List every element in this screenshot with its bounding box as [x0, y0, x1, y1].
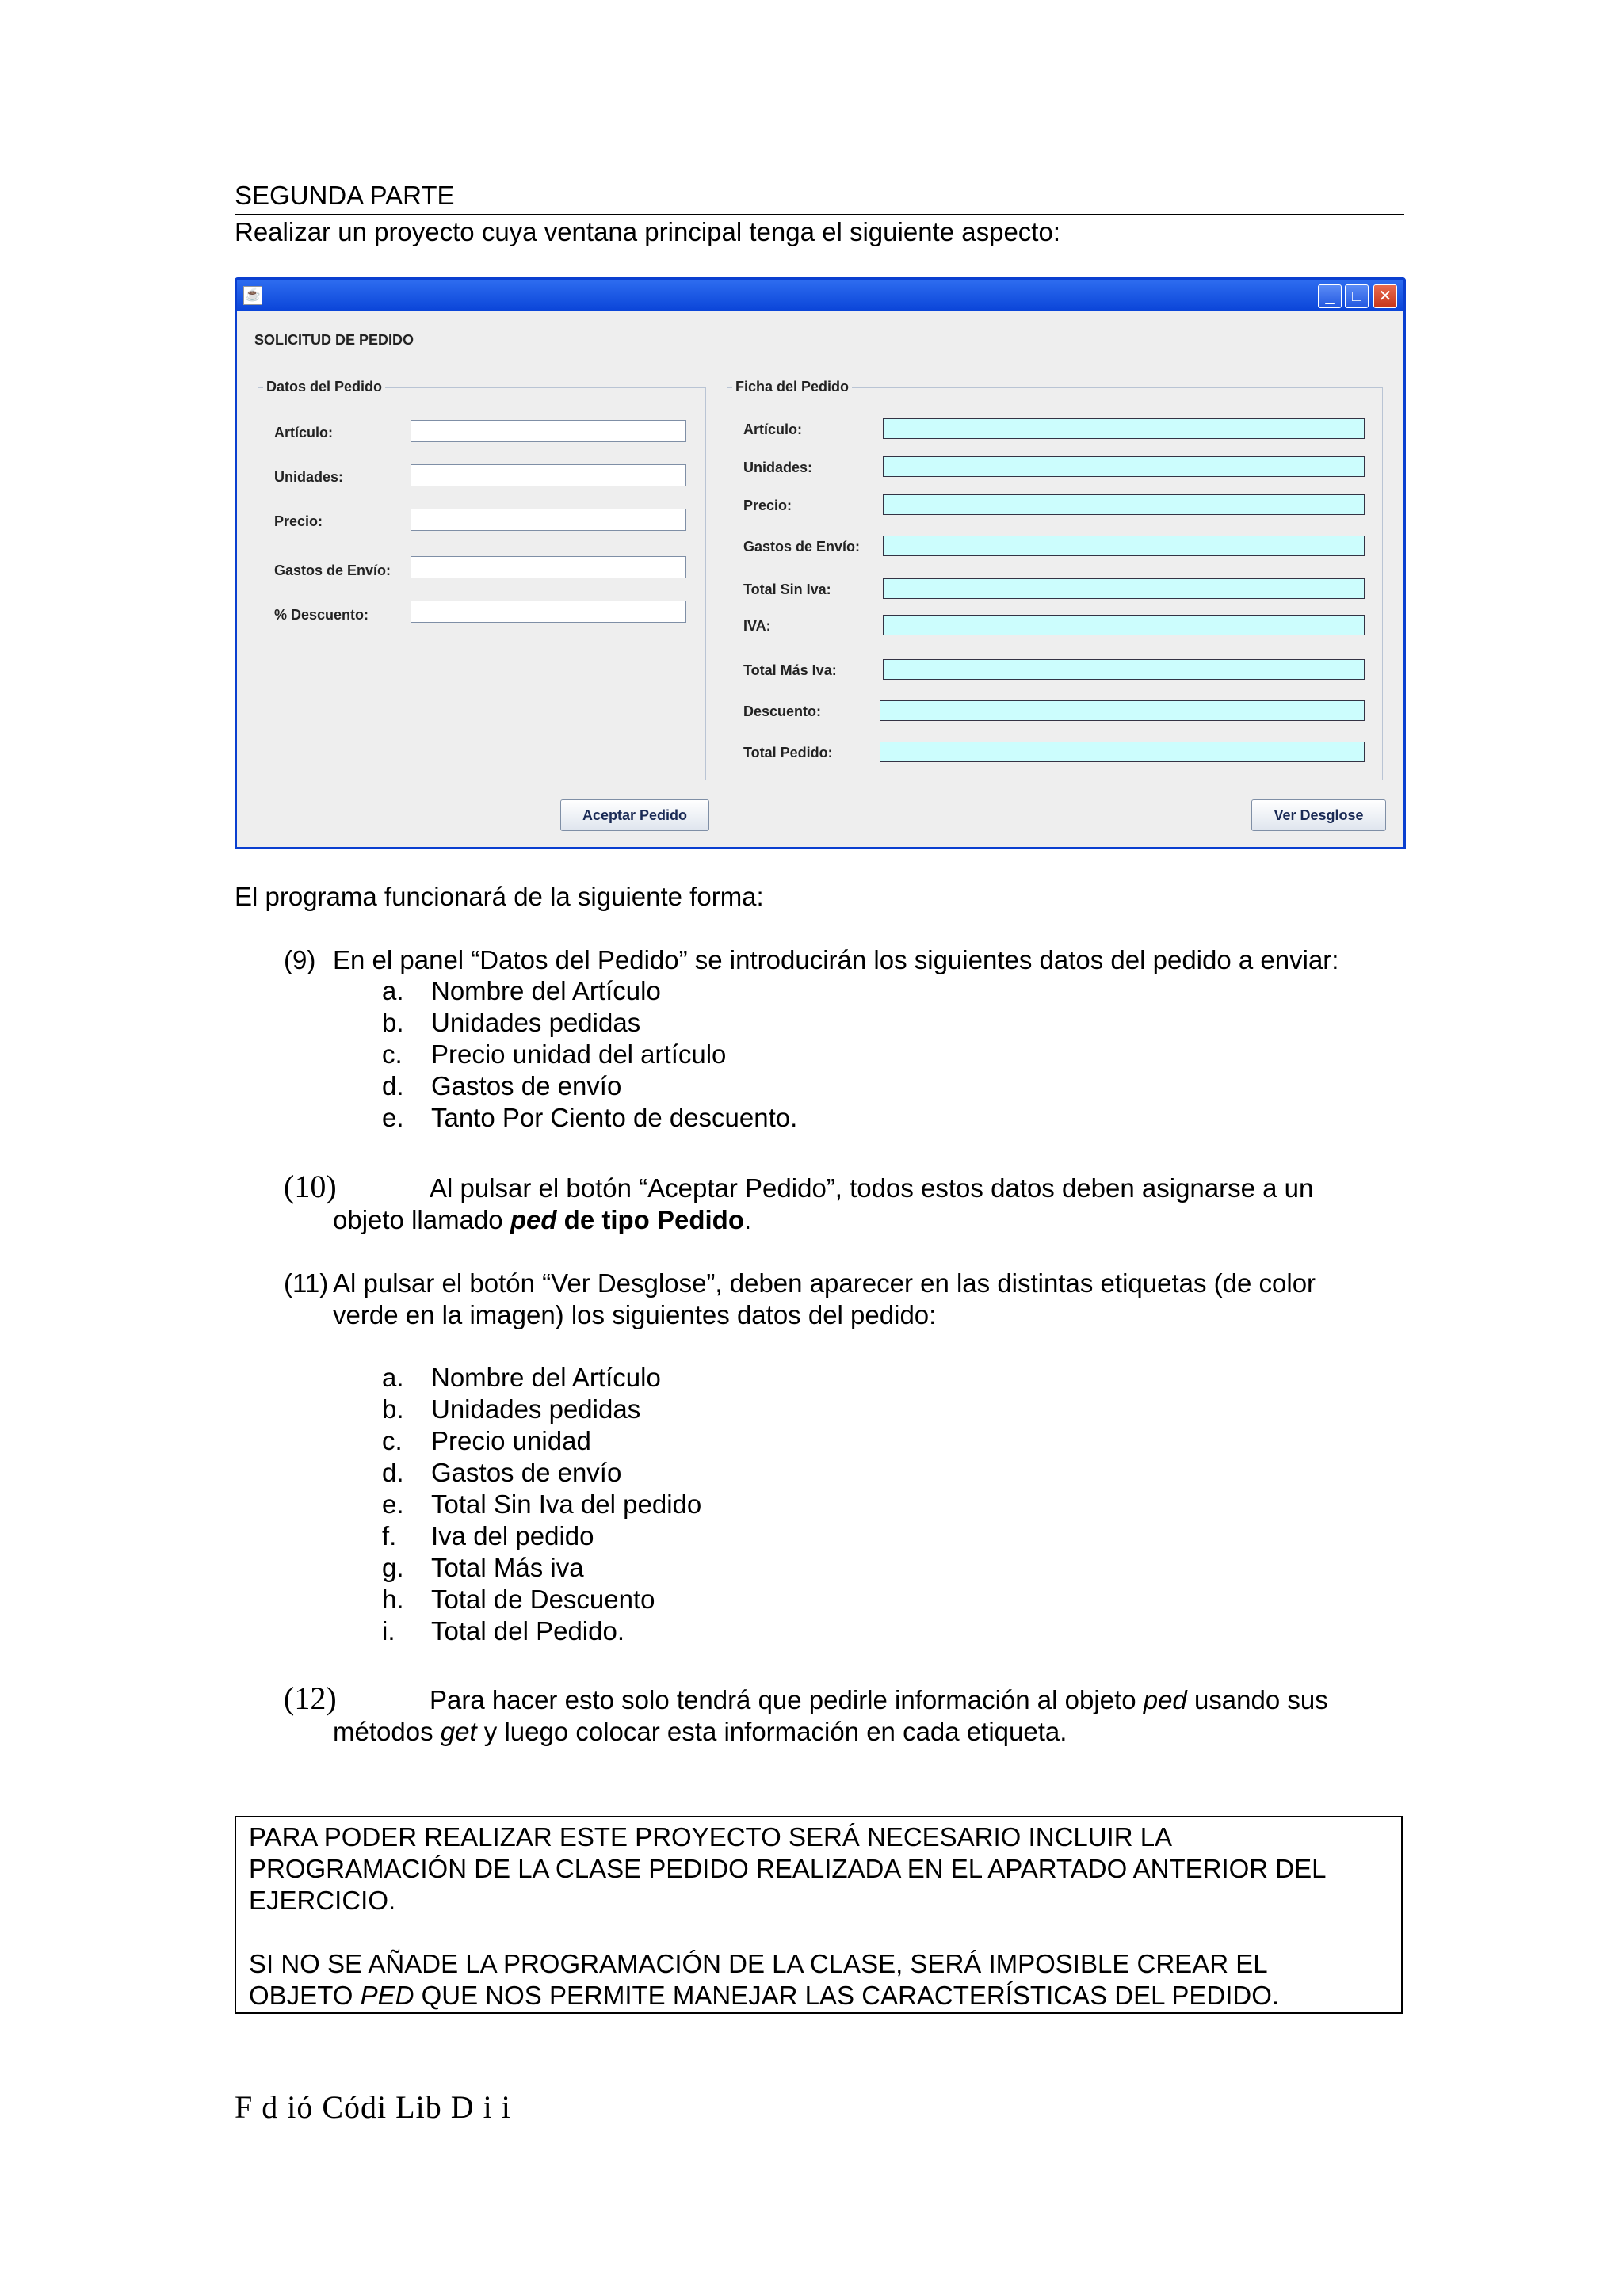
text-run-bold: de tipo Pedido	[556, 1205, 744, 1234]
text-run: métodos	[333, 1717, 441, 1746]
list-item: Nombre del Artículo	[431, 976, 661, 1005]
field-label: Descuento:	[743, 704, 822, 719]
ficha-pedido-title: Ficha del Pedido	[732, 379, 852, 395]
gastos-envio-output-label	[883, 536, 1365, 556]
list-marker: f.	[382, 1521, 397, 1550]
field-label: Total Pedido:	[743, 745, 833, 761]
app-title-label: SOLICITUD DE PEDIDO	[254, 332, 414, 348]
list-marker: c.	[382, 1426, 403, 1455]
text-run: y luego colocar esta información en cada etiqueta.	[476, 1717, 1067, 1746]
item-9-text: En el panel “Datos del Pedido” se introducirán los siguientes datos del pedido a enviar:	[333, 945, 1339, 974]
total-pedido-output-label	[880, 742, 1365, 762]
list-item: Unidades pedidas	[431, 1394, 641, 1424]
list-marker: d.	[382, 1458, 404, 1487]
list-marker: i.	[382, 1616, 395, 1646]
item-10-text-line2	[333, 1204, 751, 1236]
object-name-ped: ped	[510, 1205, 557, 1234]
item-12-text-line1	[430, 1684, 1328, 1716]
important-note-box	[235, 1816, 1403, 2014]
text-run: QUE NOS PERMITE MANEJAR LAS CARACTERÍSTICAS DEL PEDIDO.	[414, 1981, 1280, 2010]
descuento-input[interactable]	[411, 601, 686, 623]
window-client-area	[237, 311, 1403, 847]
text-run: Para hacer esto solo tendrá que pedirle información al objeto	[430, 1685, 1144, 1714]
object-name-ped: PED	[360, 1981, 414, 2010]
field-label: Precio:	[274, 513, 323, 529]
datos-pedido-title: Datos del Pedido	[263, 379, 385, 395]
ficha-pedido-panel	[727, 379, 1383, 780]
list-marker: b.	[382, 1008, 404, 1037]
list-item: Tanto Por Ciento de descuento.	[431, 1103, 798, 1132]
field-label: IVA:	[743, 618, 771, 634]
articulo-output-label	[883, 418, 1365, 439]
list-item: Unidades pedidas	[431, 1008, 641, 1037]
list-item: Total del Pedido.	[431, 1616, 625, 1646]
list-item: Precio unidad del artículo	[431, 1039, 727, 1069]
note-line	[249, 1981, 1279, 2011]
list-marker: e.	[382, 1103, 404, 1132]
item-11-number: (11)	[284, 1268, 329, 1298]
text-run: OBJETO	[249, 1981, 361, 2010]
list-item: Gastos de envío	[431, 1458, 622, 1487]
field-label: Gastos de Envío:	[743, 539, 861, 555]
item-12-text-line2	[333, 1716, 1067, 1748]
list-marker: c.	[382, 1039, 403, 1069]
heading-underline	[235, 214, 1404, 215]
field-label: Artículo:	[274, 425, 333, 441]
ver-desglose-button[interactable]: Ver Desglose	[1251, 799, 1386, 831]
list-item: Precio unidad	[431, 1426, 591, 1455]
field-label: Precio:	[743, 498, 792, 513]
text-run: objeto llamado	[333, 1205, 510, 1234]
item-11-text-line2: verde en la imagen) los siguientes datos del pedido:	[333, 1300, 937, 1329]
datos-pedido-panel	[258, 379, 706, 780]
precio-input[interactable]	[411, 509, 686, 531]
aceptar-pedido-button[interactable]: Aceptar Pedido	[560, 799, 709, 831]
list-marker: d.	[382, 1071, 404, 1100]
list-item: Total Sin Iva del pedido	[431, 1489, 702, 1519]
field-label: Artículo:	[743, 421, 802, 437]
maximize-icon[interactable]: □	[1345, 284, 1369, 308]
intro-text: Realizar un proyecto cuya ventana principal tenga el siguiente aspecto:	[235, 217, 1060, 246]
total-mas-iva-output-label	[883, 659, 1365, 680]
list-item: Gastos de envío	[431, 1071, 622, 1100]
section-heading: SEGUNDA PARTE	[235, 181, 455, 210]
note-line: SI NO SE AÑADE LA PROGRAMACIÓN DE LA CLASE, SERÁ IMPOSIBLE CREAR EL	[249, 1949, 1268, 1978]
precio-output-label	[883, 494, 1365, 515]
note-line: EJERCICIO.	[249, 1886, 396, 1915]
method-name-get: get	[440, 1717, 477, 1746]
close-icon[interactable]: ✕	[1373, 284, 1397, 308]
total-sin-iva-output-label	[883, 578, 1365, 599]
unidades-output-label	[883, 456, 1365, 477]
field-label: Total Más Iva:	[743, 662, 837, 678]
footer-text: F d ió Códi Lib D i i	[235, 2089, 511, 2125]
window-titlebar	[237, 280, 1403, 311]
text-run: usando sus	[1186, 1685, 1328, 1714]
field-label: Total Sin Iva:	[743, 582, 831, 597]
item-10-text-line1: Al pulsar el botón “Aceptar Pedido”, todos estos datos deben asignarse a un	[430, 1173, 1314, 1203]
field-label: Unidades:	[274, 469, 344, 485]
note-line: PROGRAMACIÓN DE LA CLASE PEDIDO REALIZADA EN EL APARTADO ANTERIOR DEL	[249, 1854, 1327, 1883]
list-item: Total de Descuento	[431, 1585, 655, 1614]
field-label: Gastos de Envío:	[274, 563, 391, 578]
note-line: PARA PODER REALIZAR ESTE PROYECTO SERÁ NECESARIO INCLUIR LA	[249, 1822, 1173, 1852]
articulo-input[interactable]	[411, 420, 686, 442]
list-marker: g.	[382, 1553, 404, 1582]
item-11-text-line1: Al pulsar el botón “Ver Desglose”, deben aparecer en las distintas etiquetas (de color	[333, 1268, 1316, 1298]
item-12-number: (12)	[284, 1680, 337, 1716]
field-label: Unidades:	[743, 460, 813, 475]
unidades-input[interactable]	[411, 464, 686, 486]
text-run: .	[744, 1205, 752, 1234]
java-cup-icon: ☕	[243, 286, 262, 305]
item-9-number: (9)	[284, 945, 316, 974]
iva-output-label	[883, 615, 1365, 635]
list-item: Total Más iva	[431, 1553, 584, 1582]
list-item: Iva del pedido	[431, 1521, 594, 1550]
minimize-icon[interactable]: _	[1318, 284, 1342, 308]
list-marker: h.	[382, 1585, 404, 1614]
field-label: % Descuento:	[274, 607, 369, 623]
descuento-output-label	[880, 700, 1365, 721]
list-marker: a.	[382, 1363, 404, 1392]
list-marker: a.	[382, 976, 404, 1005]
list-marker: e.	[382, 1489, 404, 1519]
list-item: Nombre del Artículo	[431, 1363, 661, 1392]
gastos-envio-input[interactable]	[411, 556, 686, 578]
object-name-ped: ped	[1143, 1685, 1187, 1714]
list-marker: b.	[382, 1394, 404, 1424]
app-window-screenshot	[235, 277, 1406, 849]
item-10-number: (10)	[284, 1169, 337, 1204]
functioning-intro: El programa funcionará de la siguiente forma:	[235, 882, 764, 911]
